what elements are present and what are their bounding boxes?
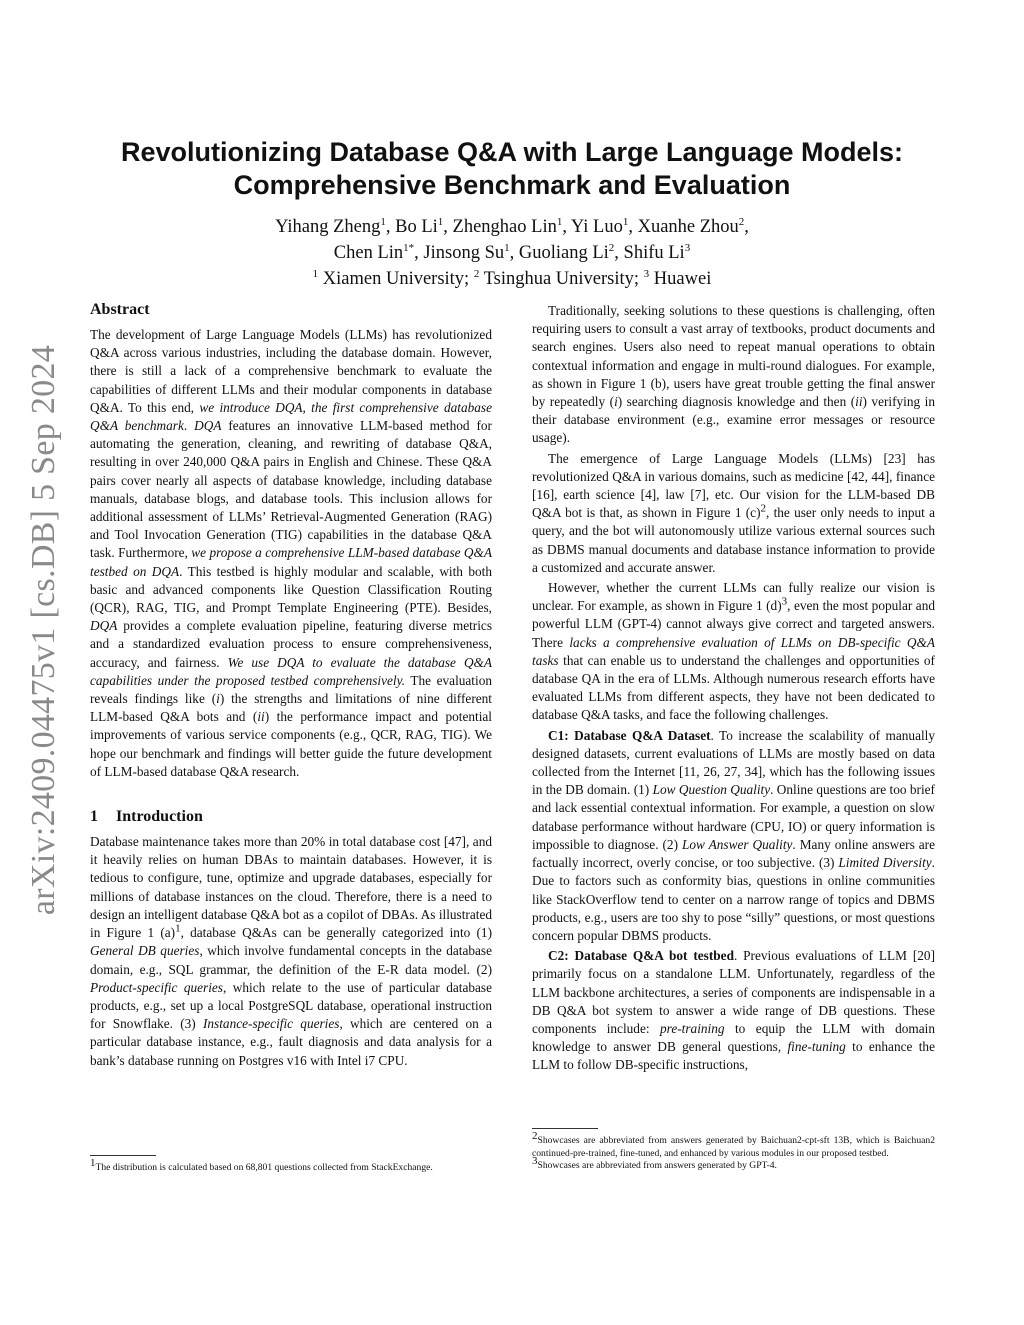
left-column — [90, 300, 492, 1070]
paper-title-line2: Comprehensive Benchmark and Evaluation — [233, 170, 791, 200]
affiliation-name: Huawei — [649, 269, 712, 289]
author-name: Shifu Li — [623, 243, 685, 263]
footnote-rule — [532, 1128, 598, 1129]
right-column — [532, 302, 935, 1077]
affiliations: $^1$ Xiamen University; $^2$ Tsinghua University; $^3$ Huawei — [312, 267, 712, 289]
paragraph-llm-vision: The emergence of Large Language Models (LLMs) [23] has revolutionized Q&A in various domains, such as medicine [42, 44], finance [16], earth science [4], law [7], etc. Our vision for the LLM-based DB Q&A bot is that, as shown in Figure 1 $(c)^2$, the user only needs to input a query, and the bot will autonomously utilize various external sources such as DBMS manual documents and database instance information to provide a customized and accurate answer. — [532, 450, 935, 575]
author-name: Bo Li — [395, 217, 438, 237]
author-name: Chen Lin — [333, 243, 404, 263]
author-name: Yi Luo — [570, 217, 623, 237]
author-name: Zhenghao Lin — [452, 217, 557, 237]
section-number: 1 — [90, 808, 98, 826]
footnote-1: $^1$The distribution is calculated based on 68,801 questions collected from StackExchange. — [90, 1156, 433, 1173]
author-line-1: Yihang Zheng$^1$, Bo Li$^1$, Zhenghao Lin$^1$, Yi Luo$^1$, Xuanhe Zhou$^2$, — [275, 215, 749, 237]
author-line-2: Chen Lin$^{1*}$, Jinsong Su$^1$, Guoliang Li$^2$, Shifu Li$^3$ — [333, 241, 691, 263]
intro-paragraph: Database maintenance takes more than 20% in total database cost [47], and it heavily relies on human DBAs to maintain databases. However, it is tedious to configure, tune, optimize and upgrade databases, especially for millions of database instances on the cloud. Therefore, there is a need to design an intelligent database Q&A bot as a copilot of DBAs. As illustrated in Figure 1 $(a)^1$, database Q&As can be generally categorized into (1) General DB queries, which involve fundamental concepts in the database domain, e.g., SQL grammar, the definition of the E-R data model. (2) Product-specific queries, which relate to the use of particular database products, e.g., set up a local PostgreSQL database, operational instruction for Snowflake. (3) Instance-specific queries, which are centered on a particular database instance, e.g., fault diagnosis and data analysis for a bank’s database running on Postgres v16 with Intel i7 CPU. — [90, 834, 493, 1068]
footnote-3: $^3$Showcases are abbreviated from answers generated by GPT-4. — [532, 1155, 777, 1172]
author-name: Guoliang Li — [518, 243, 609, 263]
abstract-heading: Abstract — [90, 301, 150, 318]
affiliation-name: Xiamen University; — [318, 269, 474, 289]
paragraph-challenge-c2: C2: Database Q&A bot testbed. Previous evaluations of LLM [20] primarily focus on a standalone LLM. Unfortunately, regardless of the LLM backbone architectures, a series of components are indispensable in a DB Q&A bot system to answer a wide range of DB questions. These components include: pre-training to equip the LLM with domain knowledge to answer DB general questions, fine-tuning to enhance the LLM to follow DB-specific instructions, — [532, 948, 935, 1073]
affiliation-name: Tsinghua University; — [479, 269, 644, 289]
paper-title — [60, 136, 964, 202]
footnote-rule — [90, 1155, 156, 1156]
paper-title-line1: Revolutionizing Database Q&A with Large Language Models: — [120, 137, 904, 167]
paragraph-traditional-search: Traditionally, seeking solutions to these questions is challenging, often requiring users to consult a vast array of textbooks, product documents and search engines. Users also need to repeat manual operations to obtain contextual information and engage in multi-round dialogues. For example, as shown in Figure 1 (b), users have great trouble getting the final answer by repeatedly (i) searching diagnosis knowledge and then (ii) verifying in their database environment (e.g., examine error messages or resource usage). — [532, 303, 935, 446]
introduction-heading — [90, 807, 492, 827]
paragraph-evaluation-gap: However, whether the current LLMs can fully realize our vision is unclear. For example, as shown in Figure 1 $(d)^3$, even the most popular and powerful LLM (GPT-4) cannot always give correct and targeted answers. There lacks a comprehensive evaluation of LLMs on DB-specific Q&A tasks that can enable us to understand the challenges and opportunities of database QA in the era of LLMs. Although numerous research efforts have evaluated LLMs from different aspects, they have not been dedicated to database Q&A tasks, and face the following challenges. — [532, 580, 936, 723]
abstract-text: The development of Large Language Models (LLMs) has revolutionized Q&A across various industries, including the database domain. However, there is still a lack of a comprehensive benchmark to evaluate the capabilities of different LLMs and their modular components in database Q&A. To this end, we introduce DQA, the first comprehensive database Q&A benchmark. DQA features an innovative LLM-based method for automating the generation, cleaning, and rewriting of database Q&A, resulting in over 240,000 Q&A pairs in English and Chinese. These Q&A pairs cover nearly all aspects of database knowledge, including database manuals, database blogs, and database tools. This inclusion allows for additional assessment of LLMs’ Retrieval-Augmented Generation (RAG) and Tool Invocation Generation (TIG) capabilities in the database Q&A task. Furthermore, we propose a comprehensive LLM-based database Q&A testbed on DQA. This testbed is highly modular and scalable, with both basic and advanced components like Question Classification Routing (QCR), RAG, TIG, and Prompt Template Engineering (PTE). Besides, DQA provides a complete evaluation pipeline, featuring diverse metrics and a standardized evaluation process to ensure comprehensiveness, accuracy, and fairness. We use DQA to evaluate the database Q&A capabilities under the proposed testbed comprehensively. The evaluation reveals findings like (i) the strengths and limitations of nine different LLM-based Q&A bots and (ii) the performance impact and potential improvements of various service components (e.g., QCR, RAG, TIG). We hope our benchmark and findings will better guide the future development of LLM-based database Q&A research. — [90, 327, 493, 779]
footnote-2: $^2$Showcases are abbreviated from answers generated by Baichuan2-cpt-sft 13B, which is Baichuan2 continued-pre-trained, fine-tuned, and enhanced by various modules in our proposed testbed. — [532, 1129, 935, 1159]
section-title: Introduction — [116, 808, 203, 826]
author-name: Xuanhe Zhou — [637, 217, 739, 237]
paragraph-challenge-c1: C1: Database Q&A Dataset. To increase the scalability of manually designed datasets, current evaluations of LLMs are mostly based on data collected from the Internet [11, 26, 27, 34], which has the following issues in the DB domain. (1) Low Question Quality. Online questions are too brief and lack essential contextual information. For example, a question on slow database performance without hardware (CPU, IO) or query information is impossible to diagnose. (2) Low Answer Quality. Many online answers are factually incorrect, overly concise, or too subjective. (3) Limited Diversity. Due to factors such as conformity bias, questions in online communities like StackOverflow tend to center on a narrow range of topics and DBMS products, e.g., users are too shy to pose “silly” questions, or most questions concern popular DBMS products. — [532, 727, 936, 943]
author-name: Jinsong Su — [423, 243, 505, 263]
arxiv-identifier: arXiv:2409.04475v1 [cs.DB] 5 Sep 2024 — [25, 344, 62, 916]
footnotes-right — [532, 1128, 935, 1173]
footnotes-left — [90, 1155, 492, 1175]
author-name: Yihang Zheng — [275, 217, 381, 237]
author-block — [60, 214, 964, 292]
